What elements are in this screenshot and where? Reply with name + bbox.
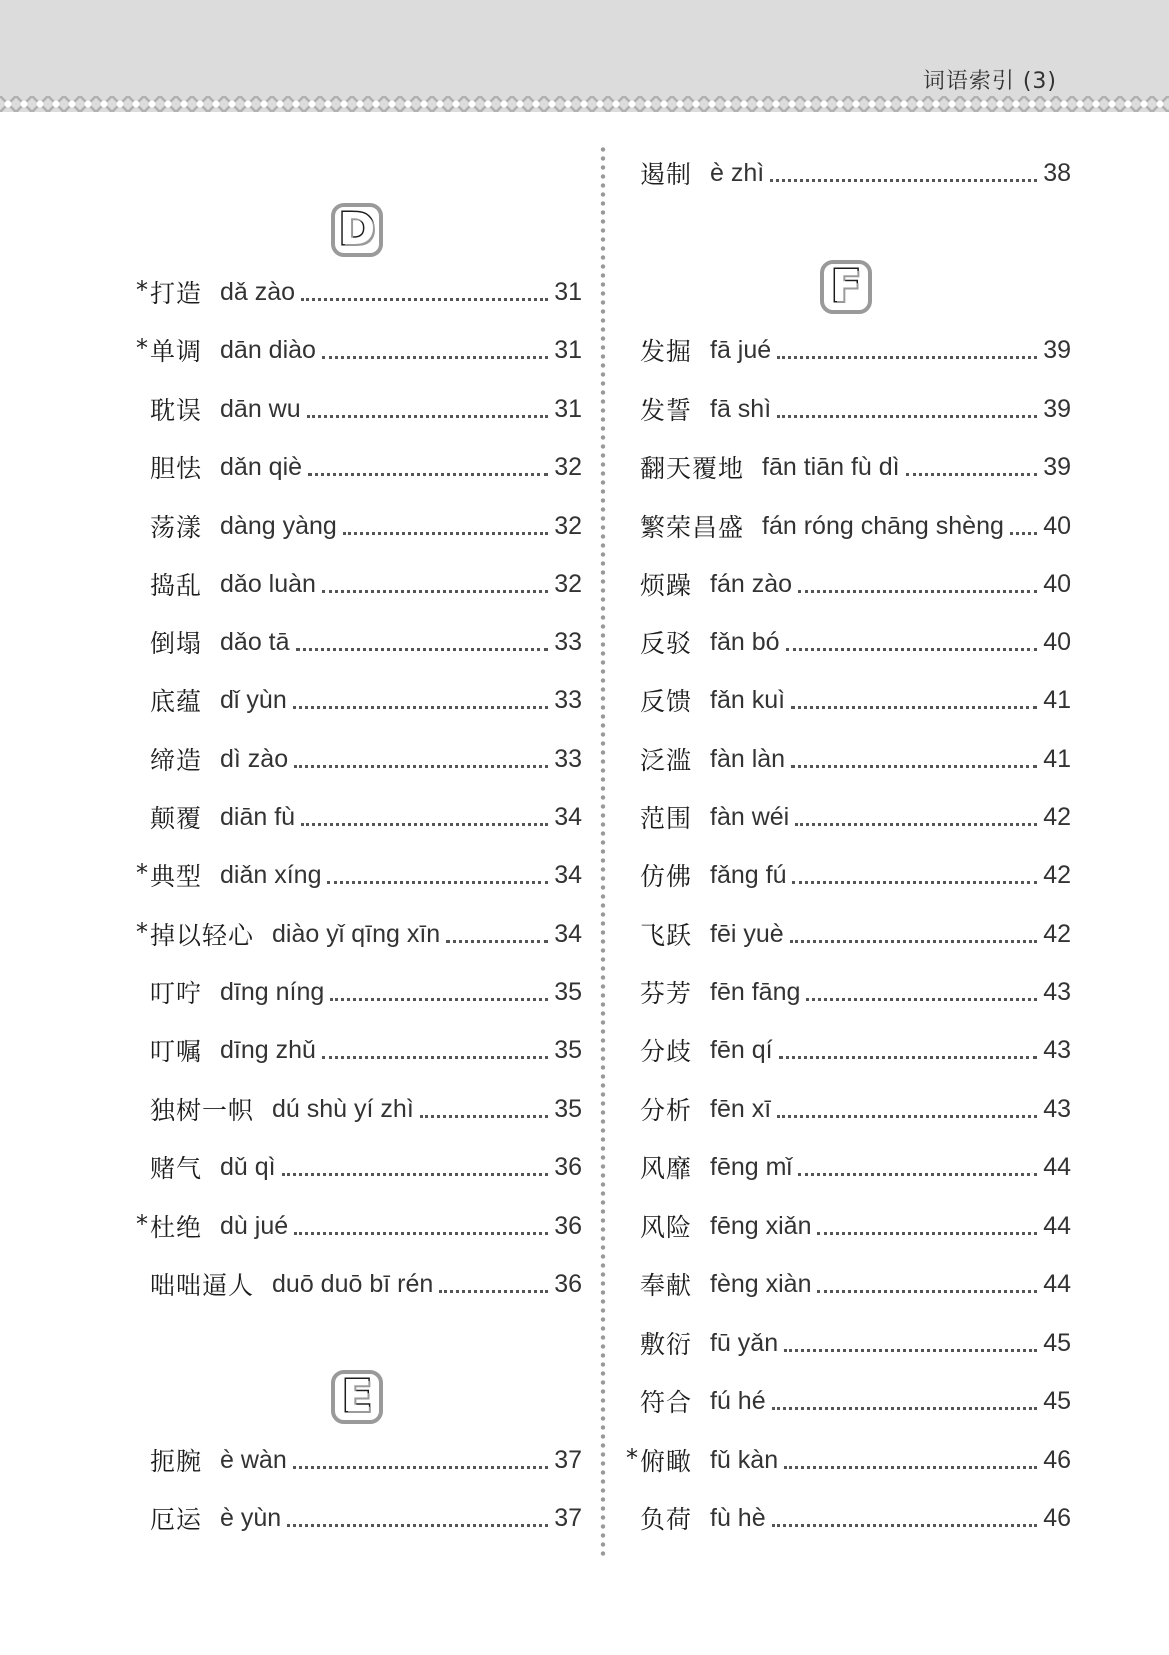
entry-pinyin: fān tiān fù dì	[762, 452, 900, 481]
index-entry	[150, 564, 582, 604]
dot-leader	[1010, 532, 1037, 535]
entry-pinyin: dǎ zào	[220, 277, 296, 306]
entry-page-number: 31	[554, 277, 582, 306]
entry-word: 符合	[640, 1388, 693, 1417]
index-entry	[640, 914, 1071, 954]
entry-page-number: 39	[1043, 335, 1071, 364]
index-entry	[150, 1030, 582, 1070]
entry-word: 遏制	[640, 160, 693, 189]
entry-pinyin: fǎn kuì	[710, 685, 786, 714]
entry-word: 掉以轻心	[150, 921, 255, 950]
entry-word: 分析	[640, 1096, 693, 1125]
entry-word: 范围	[640, 804, 693, 833]
entry-page-number: 38	[1043, 158, 1071, 187]
index-entry	[136, 914, 582, 954]
index-entry	[640, 447, 1071, 487]
entry-page-number: 43	[1043, 1094, 1071, 1123]
entry-word: 咄咄逼人	[150, 1271, 255, 1300]
index-entry	[136, 1206, 582, 1246]
dot-leader	[806, 998, 1037, 1001]
index-entry	[640, 1264, 1071, 1304]
dot-leader	[322, 356, 548, 359]
entry-word: 翻天覆地	[640, 454, 745, 483]
entry-pinyin: dì zào	[220, 744, 289, 773]
index-entry	[136, 330, 582, 370]
dot-leader	[322, 1056, 548, 1059]
entry-pinyin: duō duō bī rén	[272, 1269, 434, 1298]
index-entry	[640, 1323, 1071, 1363]
entry-page-number: 32	[554, 569, 582, 598]
entry-word: 负荷	[640, 1505, 693, 1534]
index-entry	[150, 389, 582, 429]
entry-pinyin: fēn qí	[710, 1035, 773, 1064]
index-entry	[640, 1498, 1071, 1538]
entry-page-number: 36	[554, 1269, 582, 1298]
index-entry	[150, 622, 582, 662]
dot-leader	[294, 765, 548, 768]
entry-pinyin: fū yǎn	[710, 1328, 779, 1357]
entry-pinyin: dú shù yí zhì	[272, 1094, 414, 1123]
index-entry	[640, 1089, 1071, 1129]
entry-page-number: 32	[554, 452, 582, 481]
entry-page-number: 36	[554, 1211, 582, 1240]
dot-leader	[791, 706, 1037, 709]
entry-page-number: 45	[1043, 1386, 1071, 1415]
dot-leader	[906, 473, 1038, 476]
entry-word: 反馈	[640, 687, 693, 716]
dot-leader	[779, 1056, 1038, 1059]
dot-leader	[307, 415, 549, 418]
index-entry	[136, 855, 582, 895]
index-entry	[640, 1147, 1071, 1187]
index-entry	[136, 272, 582, 312]
dot-leader	[817, 1290, 1037, 1293]
page-header	[0, 0, 1169, 100]
entry-word: 叮咛	[150, 979, 203, 1008]
entry-page-number: 33	[554, 685, 582, 714]
entry-pinyin: fēn xī	[710, 1094, 772, 1123]
entry-pinyin: fǔ kàn	[710, 1445, 779, 1474]
entry-word: 繁荣昌盛	[640, 513, 745, 542]
index-entry	[640, 797, 1071, 837]
entry-page-number: 36	[554, 1152, 582, 1181]
entry-word: 捣乱	[150, 571, 203, 600]
entry-page-number: 42	[1043, 860, 1071, 889]
index-entry	[150, 1440, 582, 1480]
index-entry	[640, 972, 1071, 1012]
entry-word: 打造	[150, 279, 203, 308]
column-divider	[600, 145, 606, 1560]
entry-pinyin: fù hè	[710, 1503, 766, 1532]
entry-page-number: 35	[554, 1035, 582, 1064]
entry-pinyin: fēn fāng	[710, 977, 801, 1006]
entry-word: 单调	[150, 337, 203, 366]
entry-word: 发誓	[640, 396, 693, 425]
entry-page-number: 46	[1043, 1503, 1071, 1532]
entry-word: 倒塌	[150, 629, 203, 658]
entry-word: 泛滥	[640, 746, 693, 775]
entry-page-number: 35	[554, 1094, 582, 1123]
entry-page-number: 44	[1043, 1269, 1071, 1298]
entry-word: 仿佛	[640, 862, 693, 891]
entry-pinyin: dǎo luàn	[220, 569, 316, 598]
dot-leader	[296, 648, 549, 651]
entry-page-number: 41	[1043, 685, 1071, 714]
entry-page-number: 42	[1043, 802, 1071, 831]
dot-leader	[287, 1524, 548, 1527]
dot-leader	[792, 881, 1037, 884]
entry-pinyin: fú hé	[710, 1386, 766, 1415]
dot-leader	[772, 1524, 1038, 1527]
dot-leader	[282, 1173, 549, 1176]
entry-page-number: 33	[554, 744, 582, 773]
entry-pinyin: fā jué	[710, 335, 772, 364]
dot-leader	[784, 1466, 1037, 1469]
entry-pinyin: fēng mǐ	[710, 1152, 792, 1181]
page-title: 词语索引 (3)	[922, 69, 1057, 94]
entry-page-number: 33	[554, 627, 582, 656]
entry-word: 厄运	[150, 1505, 203, 1534]
section-badge-f	[820, 260, 872, 314]
index-entry	[150, 447, 582, 487]
entry-pinyin: dān diào	[220, 335, 316, 364]
entry-pinyin: dǎo tā	[220, 627, 290, 656]
entry-pinyin: dīng níng	[220, 977, 325, 1006]
entry-pinyin: dù jué	[220, 1211, 289, 1240]
index-entry	[640, 1030, 1071, 1070]
entry-page-number: 40	[1043, 511, 1071, 540]
entry-word: 烦躁	[640, 571, 693, 600]
index-entry	[150, 1089, 582, 1129]
entry-pinyin: fā shì	[710, 394, 772, 423]
entry-word: 独树一帜	[150, 1096, 255, 1125]
index-entry	[640, 564, 1071, 604]
section-letter-d: D	[338, 204, 376, 255]
entry-word: 典型	[150, 862, 203, 891]
entry-star: *	[136, 276, 148, 304]
entry-page-number: 46	[1043, 1445, 1071, 1474]
dot-leader	[777, 415, 1037, 418]
entry-page-number: 44	[1043, 1152, 1071, 1181]
entry-page-number: 39	[1043, 452, 1071, 481]
entry-pinyin: fèng xiàn	[710, 1269, 812, 1298]
entry-pinyin: dān wu	[220, 394, 301, 423]
entry-word: 胆怯	[150, 454, 203, 483]
entry-page-number: 34	[554, 802, 582, 831]
entry-pinyin: dǐ yùn	[220, 685, 287, 714]
index-entry	[150, 1264, 582, 1304]
entry-word: 叮嘱	[150, 1037, 203, 1066]
dot-leader	[777, 356, 1037, 359]
dot-leader	[446, 940, 548, 943]
section-letter-e: E	[341, 1371, 373, 1422]
dot-leader	[294, 1232, 548, 1235]
entry-pinyin: è yùn	[220, 1503, 282, 1532]
entry-word: 缔造	[150, 746, 203, 775]
dot-leader	[770, 179, 1037, 182]
index-entry	[626, 1440, 1071, 1480]
entry-page-number: 32	[554, 511, 582, 540]
entry-word: 反驳	[640, 629, 693, 658]
entry-page-number: 39	[1043, 394, 1071, 423]
entry-page-number: 44	[1043, 1211, 1071, 1240]
dot-leader	[439, 1290, 548, 1293]
entry-pinyin: dǔ qì	[220, 1152, 276, 1181]
dot-leader	[293, 1466, 548, 1469]
entry-page-number: 31	[554, 394, 582, 423]
entry-word: 荡漾	[150, 513, 203, 542]
entry-pinyin: fán róng chāng shèng	[762, 511, 1004, 540]
index-entry	[150, 972, 582, 1012]
dot-leader	[322, 590, 548, 593]
entry-word: 耽误	[150, 396, 203, 425]
entry-page-number: 42	[1043, 919, 1071, 948]
entry-word: 敷衍	[640, 1330, 693, 1359]
entry-pinyin: dǎn qiè	[220, 452, 303, 481]
entry-word: 底蕴	[150, 687, 203, 716]
dot-leader	[817, 1232, 1037, 1235]
index-entry	[150, 506, 582, 546]
entry-page-number: 40	[1043, 569, 1071, 598]
entry-pinyin: è wàn	[220, 1445, 287, 1474]
dot-leader	[772, 1407, 1038, 1410]
index-entry	[150, 797, 582, 837]
index-entry	[640, 680, 1071, 720]
entry-word: 俯瞰	[640, 1447, 693, 1476]
index-entry	[150, 1498, 582, 1538]
entry-word: 赌气	[150, 1154, 203, 1183]
entry-page-number: 37	[554, 1503, 582, 1532]
dot-leader	[293, 706, 548, 709]
entry-word: 风靡	[640, 1154, 693, 1183]
index-entry	[640, 330, 1071, 370]
entry-word: 风险	[640, 1213, 693, 1242]
entry-pinyin: fán zào	[710, 569, 793, 598]
entry-page-number: 34	[554, 860, 582, 889]
entry-page-number: 41	[1043, 744, 1071, 773]
dot-leader	[301, 823, 548, 826]
index-entry	[640, 1206, 1071, 1246]
entry-page-number: 35	[554, 977, 582, 1006]
index-entry	[640, 622, 1071, 662]
dot-leader	[791, 765, 1037, 768]
entry-word: 颠覆	[150, 804, 203, 833]
dot-leader	[798, 1173, 1037, 1176]
index-entry	[640, 153, 1071, 193]
entry-star: *	[136, 1210, 148, 1238]
index-entry	[640, 1381, 1071, 1421]
dot-leader	[795, 823, 1037, 826]
entry-pinyin: è zhì	[710, 158, 765, 187]
index-entry	[150, 680, 582, 720]
entry-star: *	[136, 859, 148, 887]
dot-leader	[330, 998, 548, 1001]
section-badge-d	[331, 203, 383, 257]
dot-leader	[786, 648, 1038, 651]
section-badge-e	[331, 1370, 383, 1424]
entry-page-number: 43	[1043, 1035, 1071, 1064]
index-entry	[640, 739, 1071, 779]
dot-leader	[798, 590, 1037, 593]
entry-word: 发掘	[640, 337, 693, 366]
dot-leader	[308, 473, 548, 476]
entry-pinyin: fēi yuè	[710, 919, 784, 948]
entry-pinyin: diān fù	[220, 802, 296, 831]
index-entry	[640, 506, 1071, 546]
entry-word: 分歧	[640, 1037, 693, 1066]
dot-leader	[327, 881, 548, 884]
entry-pinyin: fàn wéi	[710, 802, 790, 831]
dot-leader	[777, 1115, 1037, 1118]
entry-word: 芬芳	[640, 979, 693, 1008]
entry-pinyin: diǎn xíng	[220, 860, 322, 889]
dot-leader	[301, 298, 548, 301]
entry-word: 扼腕	[150, 1447, 203, 1476]
entry-word: 杜绝	[150, 1213, 203, 1242]
entry-word: 奉献	[640, 1271, 693, 1300]
entry-word: 飞跃	[640, 921, 693, 950]
index-entry	[150, 1147, 582, 1187]
decorative-border	[0, 96, 1169, 112]
dot-leader	[790, 940, 1038, 943]
dot-leader	[420, 1115, 548, 1118]
entry-pinyin: fǎng fú	[710, 860, 787, 889]
entry-star: *	[136, 918, 148, 946]
entry-pinyin: dīng zhǔ	[220, 1035, 316, 1064]
index-entry	[640, 389, 1071, 429]
entry-star: *	[626, 1444, 638, 1472]
entry-pinyin: diào yǐ qīng xīn	[272, 919, 441, 948]
entry-page-number: 40	[1043, 627, 1071, 656]
entry-star: *	[136, 334, 148, 362]
entry-pinyin: dàng yàng	[220, 511, 337, 540]
dot-leader	[343, 532, 548, 535]
entry-pinyin: fàn làn	[710, 744, 786, 773]
entry-page-number: 45	[1043, 1328, 1071, 1357]
entry-page-number: 34	[554, 919, 582, 948]
entry-page-number: 31	[554, 335, 582, 364]
section-letter-f: F	[830, 261, 862, 312]
dot-leader	[784, 1349, 1037, 1352]
index-entry	[640, 855, 1071, 895]
entry-pinyin: fēng xiǎn	[710, 1211, 812, 1240]
entry-page-number: 43	[1043, 977, 1071, 1006]
entry-page-number: 37	[554, 1445, 582, 1474]
index-entry	[150, 739, 582, 779]
entry-pinyin: fǎn bó	[710, 627, 780, 656]
